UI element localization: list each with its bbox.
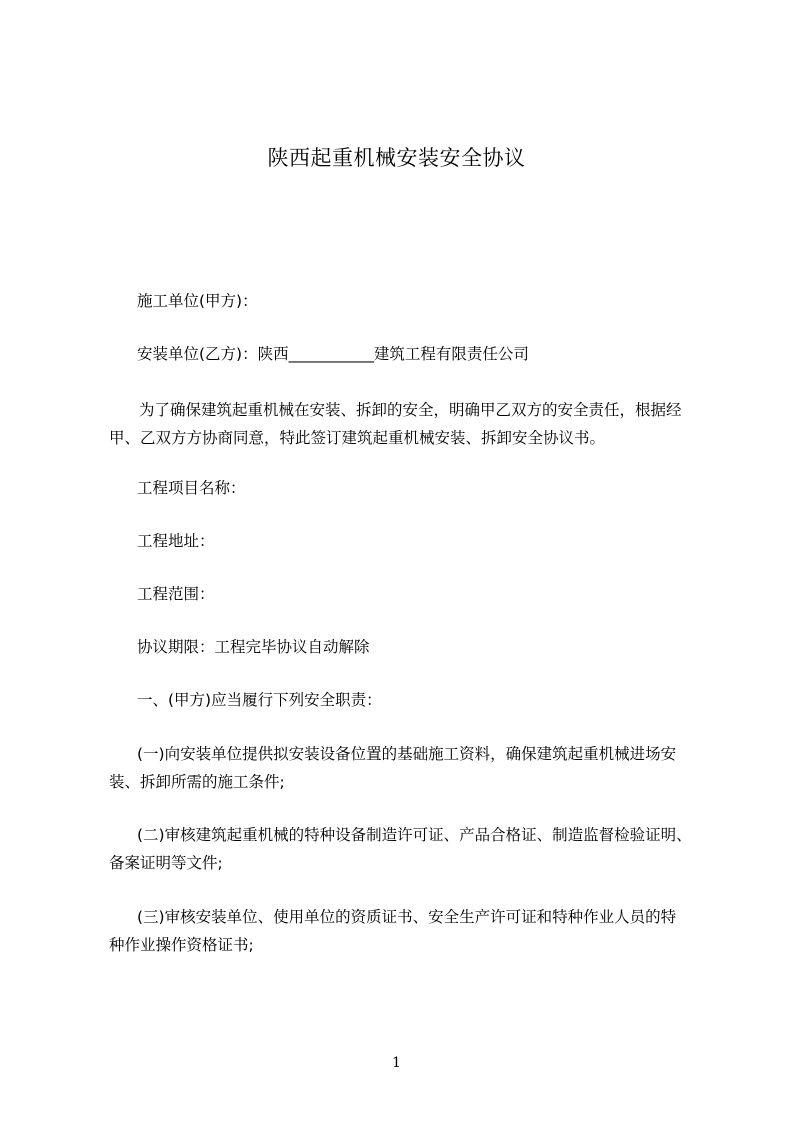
item-2-line-1: (二)审核建筑起重机械的特种设备制造许可证、产品合格证、制造监督检验证明、 xyxy=(137,826,692,844)
document-title: 陕西起重机械安装安全协议 xyxy=(267,146,526,170)
project-name-label: 工程项目名称： xyxy=(137,479,246,497)
section-1-heading: 一、(甲方)应当履行下列安全职责： xyxy=(137,691,382,709)
item-1-line-2: 装、拆卸所需的施工条件; xyxy=(109,773,285,791)
agreement-term: 协议期限：工程完毕协议自动解除 xyxy=(137,638,370,656)
item-1-line-1: (一)向安装单位提供拟安装设备位置的基础施工资料，确保建筑起重机械进场安 xyxy=(137,745,677,763)
project-scope-label: 工程范围： xyxy=(137,585,215,603)
item-3-line-2: 种作业操作资格证书; xyxy=(109,936,254,954)
page-number: 1 xyxy=(392,1055,401,1071)
item-3-line-1: (三)审核安装单位、使用单位的资质证书、安全生产许可证和特种作业人员的特 xyxy=(137,908,677,926)
intro-paragraph-line-2: 甲、乙双方方协商同意，特此签订建筑起重机械安装、拆卸安全协议书。 xyxy=(109,429,606,447)
project-address-label: 工程地址： xyxy=(137,532,215,550)
party-b-label: 安装单位(乙方)：陕西___________建筑工程有限责任公司 xyxy=(137,345,529,363)
intro-paragraph-line-1: 为了确保建筑起重机械在安装、拆卸的安全，明确甲乙双方的安全责任，根据经 xyxy=(139,401,682,419)
item-2-line-2: 备案证明等文件; xyxy=(109,854,223,872)
party-a-label: 施工单位(甲方)： xyxy=(137,292,258,310)
